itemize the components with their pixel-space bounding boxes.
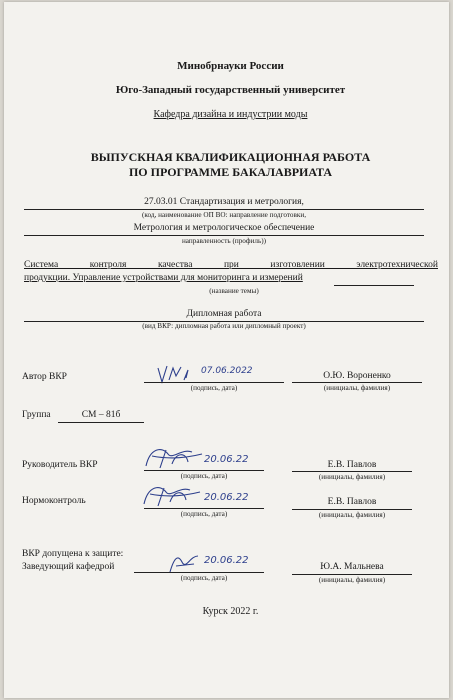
head-name-line bbox=[292, 574, 412, 575]
normcontrol-name-caption: (инициалы, фамилия) bbox=[318, 511, 386, 519]
head-name: Ю.А. Мальнева bbox=[320, 562, 384, 572]
document-page bbox=[4, 2, 449, 698]
program-profile-caption: направленность (профиль)) bbox=[181, 237, 267, 245]
topic-line-2: продукции. Управление устройствами для мониторинга и измерений bbox=[24, 273, 303, 283]
supervisor-sign-line bbox=[144, 470, 264, 471]
author-signature-date: 07.06.2022 bbox=[201, 366, 253, 376]
group-label: Группа bbox=[22, 410, 51, 420]
head-name-caption: (инициалы, фамилия) bbox=[318, 576, 386, 584]
supervisor-name: Е.В. Павлов bbox=[327, 460, 377, 470]
supervisor-name-caption: (инициалы, фамилия) bbox=[318, 473, 386, 481]
head-sign-line bbox=[134, 572, 264, 573]
ministry-name: Минобрнауки России bbox=[177, 60, 284, 72]
author-name-line bbox=[292, 382, 422, 383]
supervisor-signature-date: 20.06.22 bbox=[204, 454, 249, 465]
supervisor-sign-caption: (подпись, дата) bbox=[180, 472, 228, 480]
normcontrol-name: Е.В. Павлов bbox=[327, 497, 377, 507]
program-code: 27.03.01 Стандартизация и метрология, bbox=[144, 197, 304, 207]
head-of-department-label: Заведующий кафедрой bbox=[22, 562, 115, 572]
program-code-line bbox=[24, 209, 424, 210]
topic-line-2-tail bbox=[334, 285, 414, 286]
normcontrol-signature-date: 20.06.22 bbox=[204, 492, 249, 503]
supervisor-label: Руководитель ВКР bbox=[22, 460, 98, 470]
supervisor-name-line bbox=[292, 471, 412, 472]
program-code-caption: (код, наименование ОП ВО: направление подготовки, bbox=[142, 211, 306, 219]
title-line-1: ВЫПУСКНАЯ КВАЛИФИКАЦИОННАЯ РАБОТА bbox=[90, 150, 371, 164]
work-type-caption: (вид ВКР: дипломная работа или дипломный проект) bbox=[142, 322, 306, 330]
author-label: Автор ВКР bbox=[22, 372, 67, 382]
work-type: Дипломная работа bbox=[186, 309, 262, 319]
topic-line-1: Система контроля качества при изготовлении электротехнической bbox=[24, 260, 438, 270]
normcontrol-label: Нормоконтроль bbox=[22, 496, 86, 506]
topic-caption: (название темы) bbox=[209, 287, 259, 295]
head-sign-caption: (подпись, дата) bbox=[180, 574, 228, 582]
author-sign-caption: (подпись, дата) bbox=[190, 384, 238, 392]
program-profile: Метрология и метрологическое обеспечение bbox=[133, 223, 315, 233]
author-name-caption: (инициалы, фамилия) bbox=[323, 384, 391, 392]
group-value: СМ – 81б bbox=[81, 410, 121, 420]
title-line-2: ПО ПРОГРАММЕ БАКАЛАВРИАТА bbox=[128, 165, 333, 179]
author-sign-line bbox=[144, 382, 284, 383]
normcontrol-name-line bbox=[292, 509, 412, 510]
head-signature-date: 20.06.22 bbox=[204, 555, 249, 566]
normcontrol-sign-caption: (подпись, дата) bbox=[180, 510, 228, 518]
admission-line-1: ВКР допущена к защите: bbox=[22, 549, 124, 559]
group-line bbox=[58, 422, 144, 423]
author-name: О.Ю. Вороненко bbox=[323, 371, 391, 381]
city-year: Курск 2022 г. bbox=[202, 606, 259, 617]
program-profile-line bbox=[24, 235, 424, 236]
normcontrol-sign-line bbox=[144, 508, 264, 509]
university-name: Юго-Западный государственный университет bbox=[115, 84, 346, 96]
department-name: Кафедра дизайна и индустрии моды bbox=[153, 109, 308, 120]
